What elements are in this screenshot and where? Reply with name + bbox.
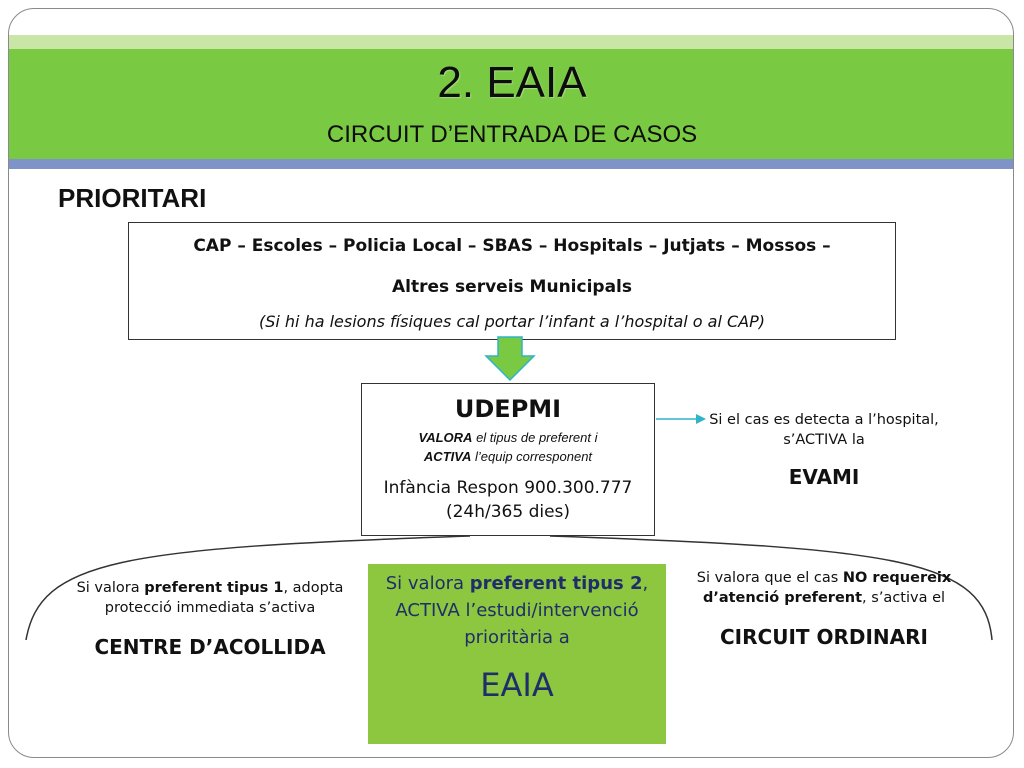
center-outcome-title: EAIA [480,666,554,704]
right-outcome-text-bold: NO requereix d’atenció preferent [702,570,952,606]
right-outcome-title: CIRCUIT ORDINARI [720,625,928,649]
down-arrow-icon [486,337,534,380]
udepmi-valora [362,428,654,466]
evami-block [694,410,954,490]
udepmi-valora-bold: VALORA [418,430,473,445]
right-outcome-text-pre: Si valora que el cas [696,570,843,586]
udepmi-phone-line2: (24h/365 dies) [445,502,571,522]
slide-title: 2. EAIA [437,58,587,107]
left-outcome-block [60,578,360,660]
udepmi-phone-line1: Infància Respon 900.300.777 [383,478,633,498]
left-outcome-title: CENTRE D’ACOLLIDA [94,635,326,659]
udepmi-phone [362,476,654,524]
center-outcome-box [368,564,666,744]
left-outcome-text-bold: preferent tipus 1 [144,580,284,596]
evami-title: EVAMI [788,465,860,489]
udepmi-activa-bold: ACTIVA [423,449,472,464]
right-outcome-text [682,568,966,608]
right-outcome-text-post: , s’activa el [862,590,946,606]
center-outcome-text [368,570,666,651]
sources-line-2: Altres serveis Municipals [391,277,632,297]
udepmi-title: UDEPMI [454,395,562,423]
udepmi-box [361,383,655,536]
sources-line-1: CAP – Escoles – Policia Local – SBAS – Hospitals – Jutjats – Mossos – [193,236,831,256]
udepmi-activa-rest: l’equip corresponent [471,449,593,464]
udepmi-valora-rest: el tipus de preferent i [472,430,598,445]
slide-subtitle: CIRCUIT D’ENTRADA DE CASOS [326,121,698,148]
center-outcome-text-post: , ACTIVA l’estudi/intervenció prioritària a [395,573,649,648]
section-label-prioritari: PRIORITARI [58,183,207,213]
center-outcome-text-pre: Si valora [385,573,470,594]
left-outcome-text-post: , adopta protecció immediata s’activa [104,580,344,616]
right-outcome-block [682,568,966,650]
evami-text-line1: Si el cas es detecta a l’hospital, [709,412,939,428]
center-outcome-text-bold: preferent tipus 2 [469,573,643,594]
evami-text-line2: s’ACTIVA la [783,432,865,448]
sources-note: (Si hi ha lesions físiques cal portar l’infant a l’hospital o al CAP) [258,312,766,331]
left-outcome-text-pre: Si valora [76,580,145,596]
left-outcome-text [60,578,360,618]
